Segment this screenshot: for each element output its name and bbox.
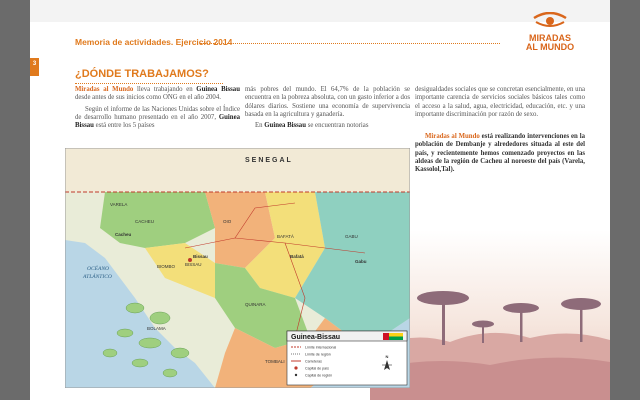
text-column-1 xyxy=(75,86,240,133)
map-label: BIOMBO xyxy=(157,264,176,269)
text-column-3-highlight xyxy=(415,133,585,177)
map-city-label: Cacheu xyxy=(115,232,132,237)
map-label: BAFATÁ xyxy=(277,234,294,239)
map-senegal-region xyxy=(65,148,410,192)
logo-wordmark xyxy=(520,34,580,52)
paragraph xyxy=(75,86,240,103)
text-column-3 xyxy=(415,86,585,122)
map-label: GABU xyxy=(345,234,358,239)
map-label: CACHEU xyxy=(135,219,155,224)
org-name: Miradas al Mundo xyxy=(425,133,480,140)
text-run: está realizando intervenciones en la población de Dembanje y alrededores situada al este del país, y recientemente hemos comenzado proyectos en las aldeas de la región de Cacheu al noroeste del país (Varela, Kassolol,Tal). xyxy=(415,133,585,174)
map-label-senegal: SENEGAL xyxy=(245,157,293,164)
text-run: lleva trabajando en xyxy=(133,86,197,93)
country-name: Guinea Bissau xyxy=(75,113,240,130)
legend-item: Límite de región xyxy=(305,352,331,357)
capital-marker xyxy=(188,258,192,262)
paragraph: más pobres del mundo. El 64,7% de la población se encuentra en la pobreza absoluta, con un gasto inferior a dos dólares diarios. Sostiene una economía de supervivencia basada en la agricultura y ganadería. xyxy=(245,86,410,118)
map-label-ocean-1: OCÉANO xyxy=(87,266,109,272)
section-title: ¿DÓNDE TRABAJAMOS? xyxy=(75,68,209,80)
report-header-title: Memoria de actividades. Ejercicio 2014 xyxy=(75,37,233,47)
org-name: Miradas al Mundo xyxy=(75,86,134,93)
section-divider xyxy=(75,83,223,84)
map-city-label: Bissau xyxy=(193,254,208,259)
text-run: desde antes de sus inicios como ONG en el año 2004. xyxy=(75,94,221,102)
map-label: BISSAU xyxy=(185,262,202,267)
legend-item: Capital de país xyxy=(305,366,329,371)
header-divider xyxy=(200,43,500,44)
legend-item: Capital de región xyxy=(305,373,333,378)
paragraph xyxy=(245,122,410,130)
map-label: OIO xyxy=(223,219,232,224)
page-number: 3 xyxy=(32,61,37,67)
legend-title: Guinea-Bissau xyxy=(291,334,341,341)
logo-line-2: AL MUNDO xyxy=(525,42,575,52)
country-name: Guinea Bissau xyxy=(264,122,306,130)
map-label-ocean-2: ATLÁNTICO xyxy=(83,274,112,280)
text-run: En xyxy=(255,122,265,130)
guinea-bissau-flag-icon xyxy=(383,333,403,340)
map-city-label: Bafatá xyxy=(290,254,304,259)
guinea-bissau-map xyxy=(65,148,410,388)
map-label: QUINARA xyxy=(245,302,266,307)
map-legend xyxy=(287,331,407,385)
map-city-label: Gabu xyxy=(355,259,367,264)
map-label: BOLAMA xyxy=(147,326,166,331)
miradas-al-mundo-logo xyxy=(520,12,600,60)
text-column-2 xyxy=(245,86,410,133)
paragraph xyxy=(75,106,240,131)
text-run: está entre los 5 países xyxy=(93,122,155,130)
compass-north-label: N xyxy=(385,354,389,359)
map-label: VARELA xyxy=(110,202,128,207)
legend-item: Límite internacional xyxy=(305,345,337,350)
text-run: se encuentran notorias xyxy=(306,122,369,130)
document-page xyxy=(30,0,610,400)
logo-line-1: MIRADAS xyxy=(529,33,571,43)
paragraph xyxy=(415,133,585,174)
text-run: Según el informe de las Naciones Unidas sobre el Índice de desarrollo humano presentado en el año 2007, xyxy=(75,105,240,121)
paragraph: desigualdades sociales que se concretan esencialmente, en una importante carencia de servicios sociales básicos tales como el acceso a la salud, agua, electricidad, educación, etc. y una importante discriminación por razón de sexo. xyxy=(415,86,585,118)
country-name: Guinea Bissau xyxy=(196,86,240,93)
legend-item: Carreteras xyxy=(305,359,322,364)
map-label: TOMBALI xyxy=(265,359,285,364)
